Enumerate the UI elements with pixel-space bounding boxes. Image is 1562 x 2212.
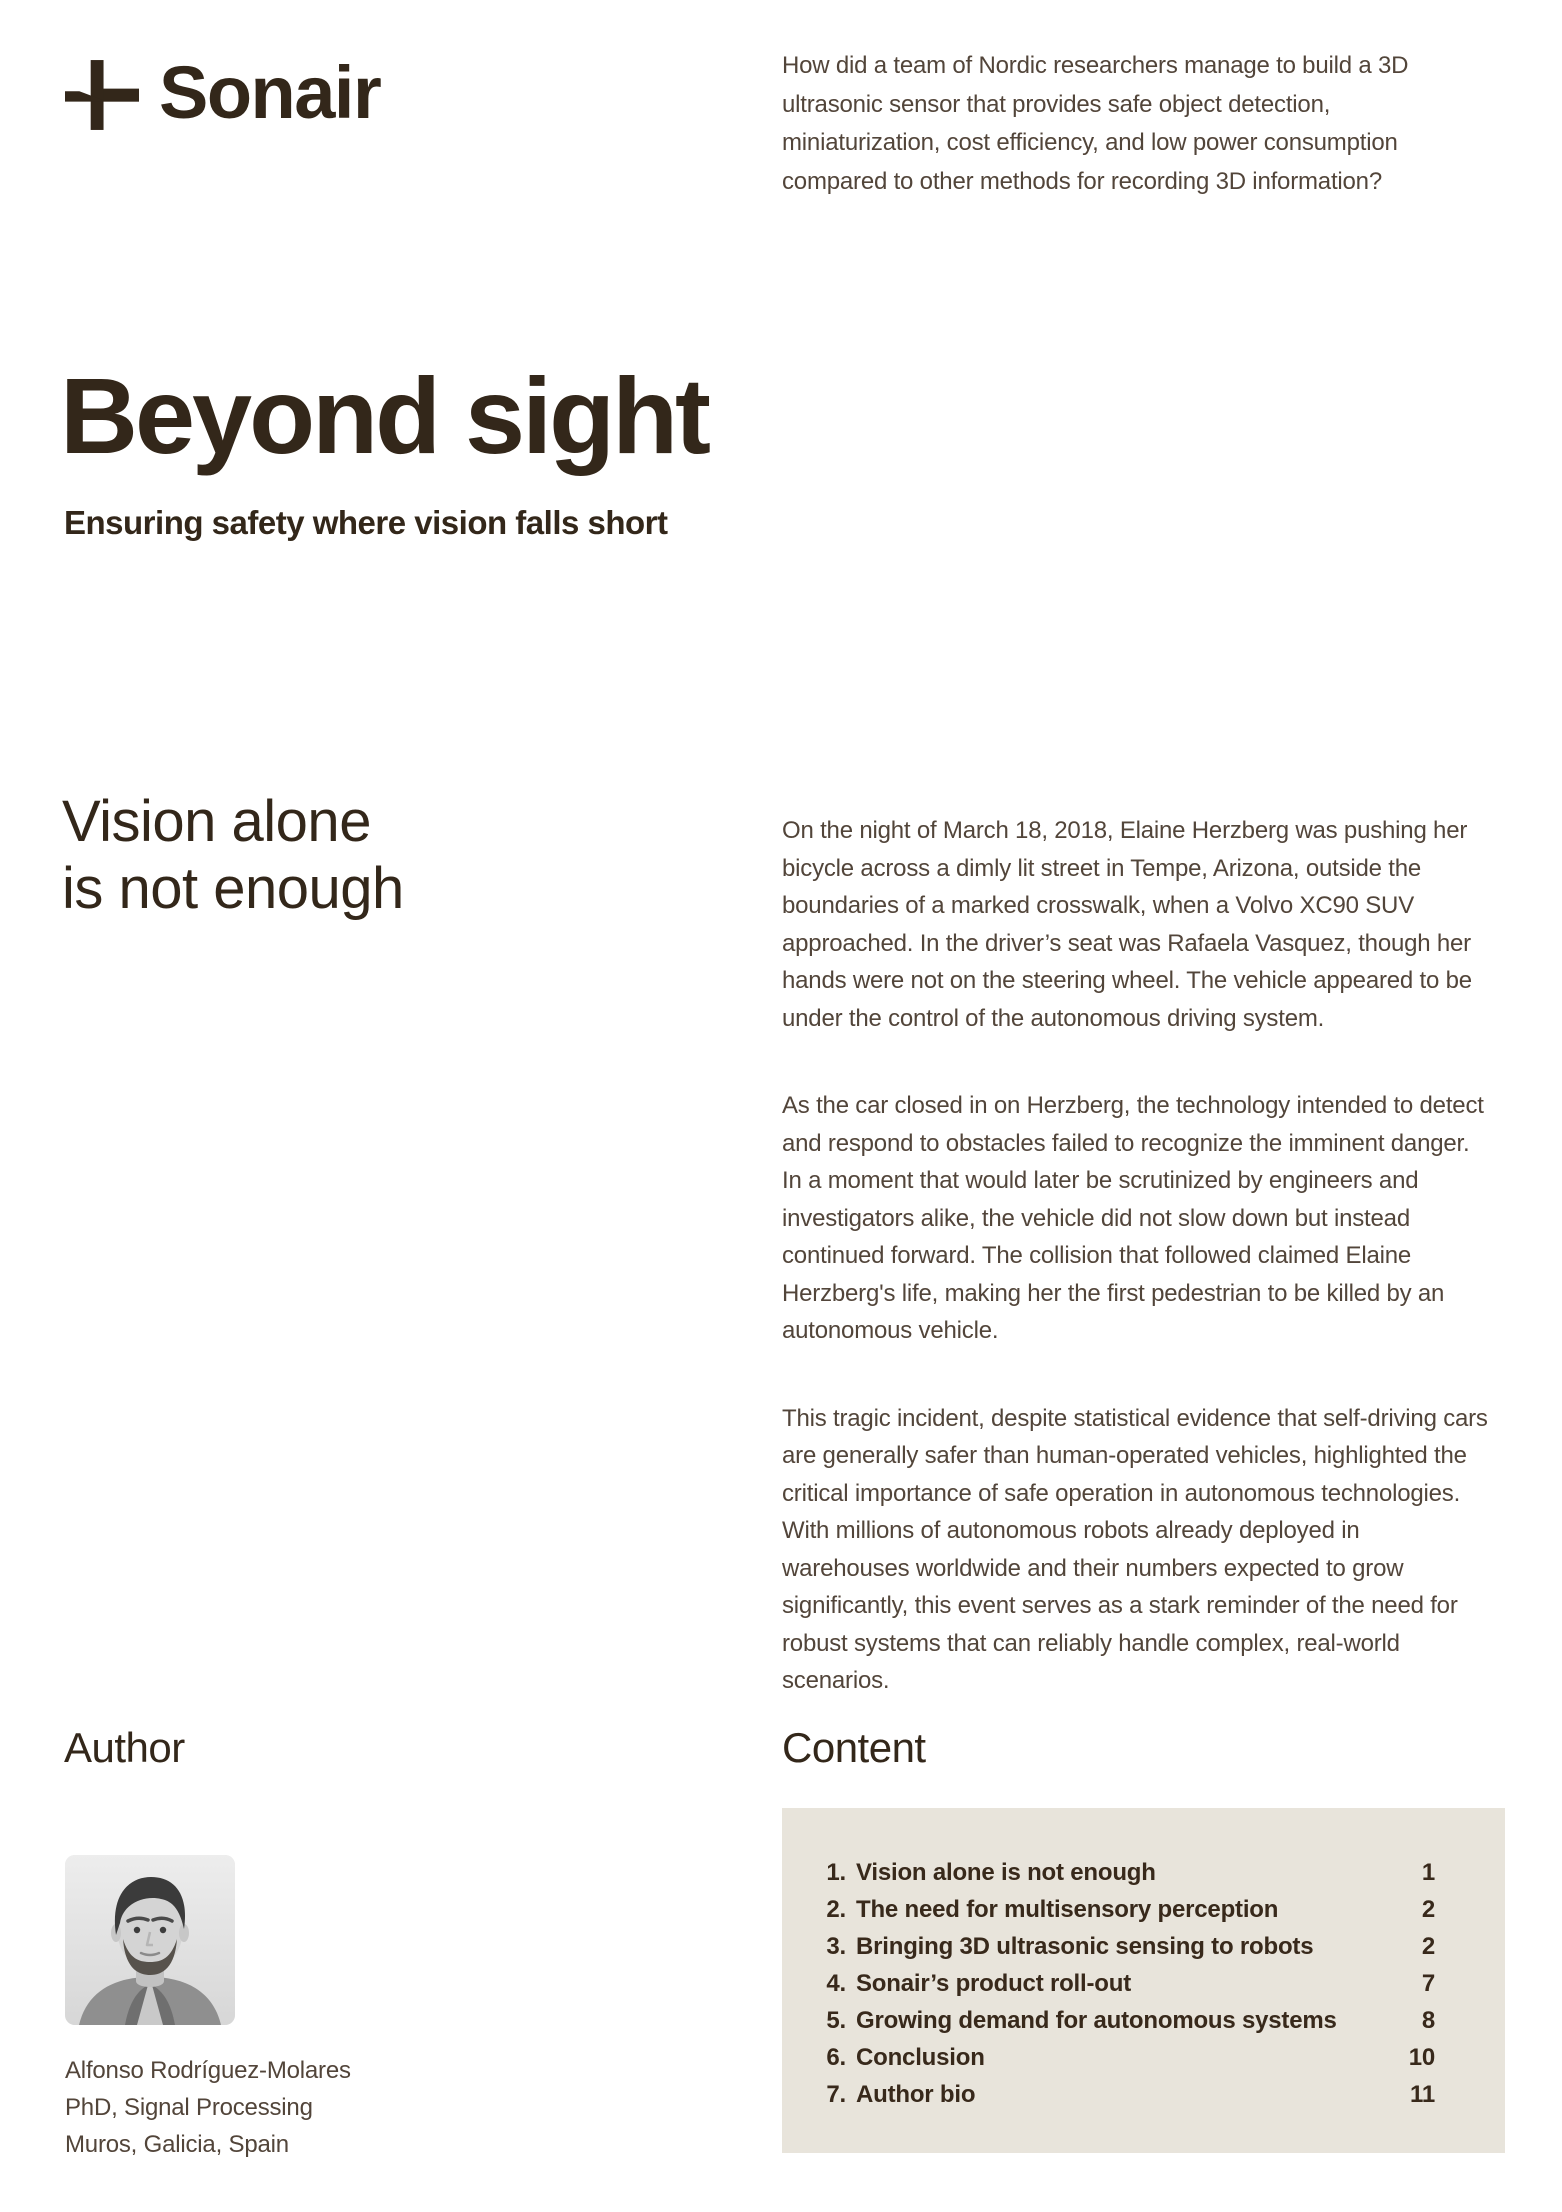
article-paragraph: On the night of March 18, 2018, Elaine Herzberg was pushing her bicycle across a dimly lit street in Tempe, Arizona, outside the boundaries of a marked crosswalk, when a Volvo XC90 SUV approached. In the driver’s seat was Rafaela Vasquez, though her hands were not on the steering wheel. The vehicle appeared to be under the control of the autonomous driving system. — [782, 817, 1472, 1032]
toc-item-3[interactable] — [818, 1928, 1435, 1965]
toc-item-page: 8 — [1421, 2007, 1435, 2034]
toc-item-label: Conclusion — [856, 2044, 985, 2071]
author-heading: Author — [64, 1724, 185, 1771]
toc-item-label: Growing demand for autonomous systems — [856, 2007, 1337, 2034]
toc-item-page: 11 — [1410, 2081, 1435, 2108]
table-of-contents — [782, 1808, 1505, 2153]
toc-item-number: 5. — [826, 2007, 846, 2034]
toc-item-page: 2 — [1421, 1933, 1435, 1960]
toc-item-label: Sonair’s product roll-out — [856, 1970, 1131, 1997]
toc-item-6[interactable] — [818, 2039, 1435, 2076]
toc-item-number: 3. — [826, 1933, 846, 1960]
toc-item-2[interactable] — [818, 1891, 1435, 1928]
toc-item-label: Author bio — [856, 2081, 976, 2108]
toc-item-5[interactable] — [818, 2002, 1435, 2039]
article-paragraph: This tragic incident, despite statistical evidence that self-driving cars are generally safer than human-operated vehicles, highlighted the critical importance of safe operation in autonomous technologies. With millions of autonomous robots already deployed in warehouses worldwide and their numbers expected to grow significantly, this event serves as a stark reminder of the need for robust systems that can reliably handle complex, real-world scenarios. — [782, 1404, 1488, 1694]
toc-item-4[interactable] — [818, 1965, 1435, 2002]
sonair-logo — [65, 51, 381, 134]
author-degree: PhD, Signal Processing — [65, 2094, 313, 2121]
toc-item-7[interactable] — [818, 2076, 1435, 2113]
author-portrait-illustration — [65, 1855, 235, 2025]
toc-item-page: 1 — [1421, 1859, 1435, 1886]
toc-item-number: 1. — [826, 1859, 846, 1886]
author-info — [65, 2052, 351, 2163]
toc-item-label: Vision alone is not enough — [856, 1859, 1156, 1886]
toc-item-number: 7. — [826, 2081, 846, 2108]
sonair-logo-mark — [65, 60, 139, 130]
toc-item-page: 10 — [1408, 2044, 1435, 2071]
article-paragraph: As the car closed in on Herzberg, the technology intended to detect and respond to obstacles failed to recognize the imminent danger. In a moment that would later be scrutinized by engineers and investigators alike, the vehicle did not slow down but instead continued forward. The collision that followed claimed Elaine Herzberg's life, making her the first pedestrian to be killed by an autonomous vehicle. — [782, 1092, 1484, 1344]
content-heading: Content — [782, 1724, 926, 1771]
section-heading-line2: is not enough — [62, 856, 404, 921]
author-location: Muros, Galicia, Spain — [65, 2131, 289, 2158]
toc-item-number: 6. — [826, 2044, 846, 2071]
toc-item-number: 2. — [826, 1896, 846, 1923]
toc-item-1[interactable] — [818, 1854, 1435, 1891]
toc-item-page: 2 — [1421, 1896, 1435, 1923]
toc-item-page: 7 — [1421, 1970, 1435, 1997]
toc-item-label: Bringing 3D ultrasonic sensing to robots — [856, 1933, 1314, 1960]
page-subtitle: Ensuring safety where vision falls short — [64, 504, 668, 541]
page-title: Beyond sight — [60, 355, 709, 476]
toc-item-number: 4. — [826, 1970, 846, 1997]
toc-item-label: The need for multisensory perception — [856, 1896, 1279, 1923]
section-heading — [62, 788, 404, 922]
article-body — [782, 812, 1488, 1700]
brand-name: Sonair — [159, 51, 381, 134]
author-name: Alfonso Rodríguez-Molares — [65, 2057, 351, 2084]
intro-question: How did a team of Nordic researchers manage to build a 3D ultrasonic sensor that provides safe object detection, miniaturization, cost efficiency, and low power consumption compared to other methods for recording 3D information? — [782, 52, 1409, 195]
author-photo — [65, 1855, 235, 2025]
section-heading-line1: Vision alone — [62, 789, 371, 854]
